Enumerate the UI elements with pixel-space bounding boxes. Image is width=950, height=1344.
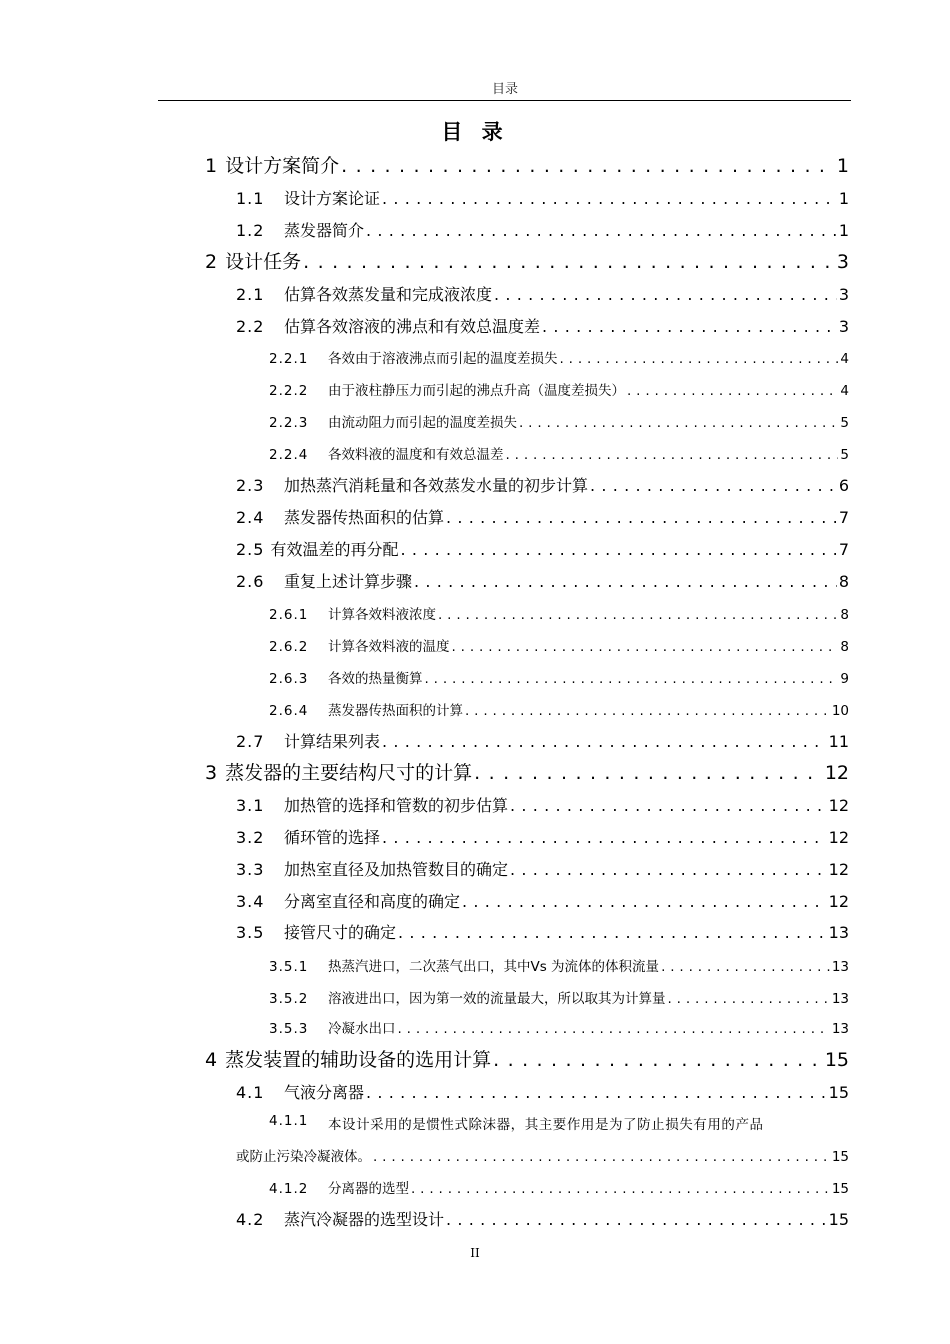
toc-entry-1-2[interactable]: 1.2 蒸发器简介 . . . 1: [236, 218, 849, 238]
toc-entry-3-5-1[interactable]: 3.5.1 热蒸汽进口，二次蒸气出口，其中Vs 为流体的体积流量 . . . 13: [269, 955, 849, 973]
dot-leader: [590, 476, 837, 495]
toc-entry-2-2-2[interactable]: 2.2.2 由于液柱静压力而引起的沸点升高（温度差损失） . . . 4: [269, 379, 849, 397]
toc-entry-2-6-2[interactable]: 2.6.2 计算各效料液的温度 . . . 8: [269, 635, 849, 653]
toc-entry-2-6-3[interactable]: 2.6.3 各效的热量衡算 . . . 9: [269, 667, 849, 685]
dot-leader: [494, 285, 837, 304]
dot-leader: [373, 1149, 830, 1165]
toc-entry-2-6-1[interactable]: 2.6.1 计算各效料液浓度 . . . 8: [269, 603, 849, 621]
dot-leader: [661, 959, 830, 975]
toc-entry-2-3[interactable]: 2.3 加热蒸汽消耗量和各效蒸发水量的初步计算 . . . 6: [236, 473, 849, 493]
toc-entry-3-5-2[interactable]: 3.5.2 溶液进出口，因为第一效的流量最大，所以取其为计算量 . . . 13: [269, 987, 849, 1005]
toc-entry-2-7[interactable]: 2.7 计算结果列表 . . . 11: [236, 729, 849, 749]
dot-leader: [366, 1083, 827, 1102]
dot-leader: [462, 892, 827, 911]
page-number: II: [470, 1246, 480, 1260]
toc-entry-2[interactable]: 2 设计任务 . . . 3: [205, 247, 849, 271]
page-title: 目 录: [441, 120, 509, 144]
dot-leader: [627, 383, 838, 399]
dot-leader: [560, 351, 839, 367]
toc-entry-1-1[interactable]: 1.1 设计方案论证 . . . 1: [236, 186, 849, 206]
toc-entry-2-2-3[interactable]: 2.2.3 由流动阻力而引起的温度差损失 . . . 5: [269, 411, 849, 429]
dot-leader: [382, 189, 837, 208]
toc-entry-3-5-3[interactable]: 3.5.3 冷凝水出口 . . . 13: [269, 1017, 849, 1035]
dot-leader: [382, 828, 827, 847]
toc-entry-2-6[interactable]: 2.6 重复上述计算步骤 . . . 8: [236, 569, 849, 589]
toc-entry-2-1[interactable]: 2.1 估算各效蒸发量和完成液浓度 . . . 3: [236, 282, 849, 302]
dot-leader: [446, 1210, 827, 1229]
dot-leader: [398, 1021, 830, 1037]
toc-entry-4[interactable]: 4 蒸发装置的辅助设备的选用计算 . . . 15: [205, 1045, 849, 1069]
dot-leader: [382, 732, 827, 751]
dot-leader: [493, 1049, 823, 1071]
toc-entry-2-2[interactable]: 2.2 估算各效溶液的沸点和有效总温度差 . . . 3: [236, 314, 849, 334]
toc-entry-3-5[interactable]: 3.5 接管尺寸的确定 . . . 13: [236, 920, 849, 940]
toc-entry-3-3[interactable]: 3.3 加热室直径及加热管数目的确定 . . . 12: [236, 857, 849, 877]
dot-leader: [668, 991, 830, 1007]
dot-leader: [542, 317, 837, 336]
dot-leader: [510, 860, 827, 879]
toc-entry-4-2[interactable]: 4.2 蒸汽冷凝器的选型设计 . . . 15: [236, 1207, 849, 1227]
dot-leader: [425, 671, 839, 687]
dot-leader: [465, 703, 830, 719]
toc-entry-2-5[interactable]: 2.5 有效温差的再分配 . . . 7: [236, 537, 849, 557]
dot-leader: [510, 796, 827, 815]
dot-leader: [438, 607, 838, 623]
toc-entry-3-4[interactable]: 3.4 分离室直径和高度的确定 . . . 12: [236, 889, 849, 909]
toc-entry-4-1-1-continued[interactable]: 或防止污染冷凝液体。 . . . 15: [236, 1145, 849, 1163]
dot-leader: [414, 572, 837, 591]
dot-leader: [474, 762, 823, 784]
header-rule: [158, 100, 851, 101]
toc-entry-4-1-1[interactable]: 4.1.1 本设计采用的是惯性式除沫器，其主要作用是为了防止损失有用的产品: [269, 1113, 764, 1133]
toc-entry-4-1[interactable]: 4.1 气液分离器 . . . 15: [236, 1080, 849, 1100]
toc-entry-2-6-4[interactable]: 2.6.4 蒸发器传热面积的计算 . . . 10: [269, 699, 849, 717]
toc-entry-2-2-1[interactable]: 2.2.1 各效由于溶液沸点而引起的温度差损失 . . . 4: [269, 347, 849, 365]
dot-leader: [452, 639, 839, 655]
dot-leader: [411, 1181, 830, 1197]
toc-entry-3[interactable]: 3 蒸发器的主要结构尺寸的计算 . . . 12: [205, 758, 849, 782]
toc-entry-2-4[interactable]: 2.4 蒸发器传热面积的估算 . . . 7: [236, 505, 849, 525]
toc-entry-2-2-4[interactable]: 2.2.4 各效料液的温度和有效总温差 . . . 5: [269, 443, 849, 461]
dot-leader: [400, 540, 836, 559]
dot-leader: [341, 155, 835, 177]
dot-leader: [366, 221, 837, 240]
dot-leader: [398, 923, 827, 942]
dot-leader: [446, 508, 837, 527]
dot-leader: [303, 251, 835, 273]
dot-leader: [519, 415, 838, 431]
dot-leader: [506, 447, 839, 463]
toc-entry-3-2[interactable]: 3.2 循环管的选择 . . . 12: [236, 825, 849, 845]
toc-entry-4-1-2[interactable]: 4.1.2 分离器的选型 . . . 15: [269, 1177, 849, 1195]
toc-entry-1[interactable]: 1 设计方案简介 . . . 1: [205, 151, 849, 175]
running-header: 目录: [491, 82, 518, 97]
toc-entry-3-1[interactable]: 3.1 加热管的选择和管数的初步估算 . . . 12: [236, 793, 849, 813]
